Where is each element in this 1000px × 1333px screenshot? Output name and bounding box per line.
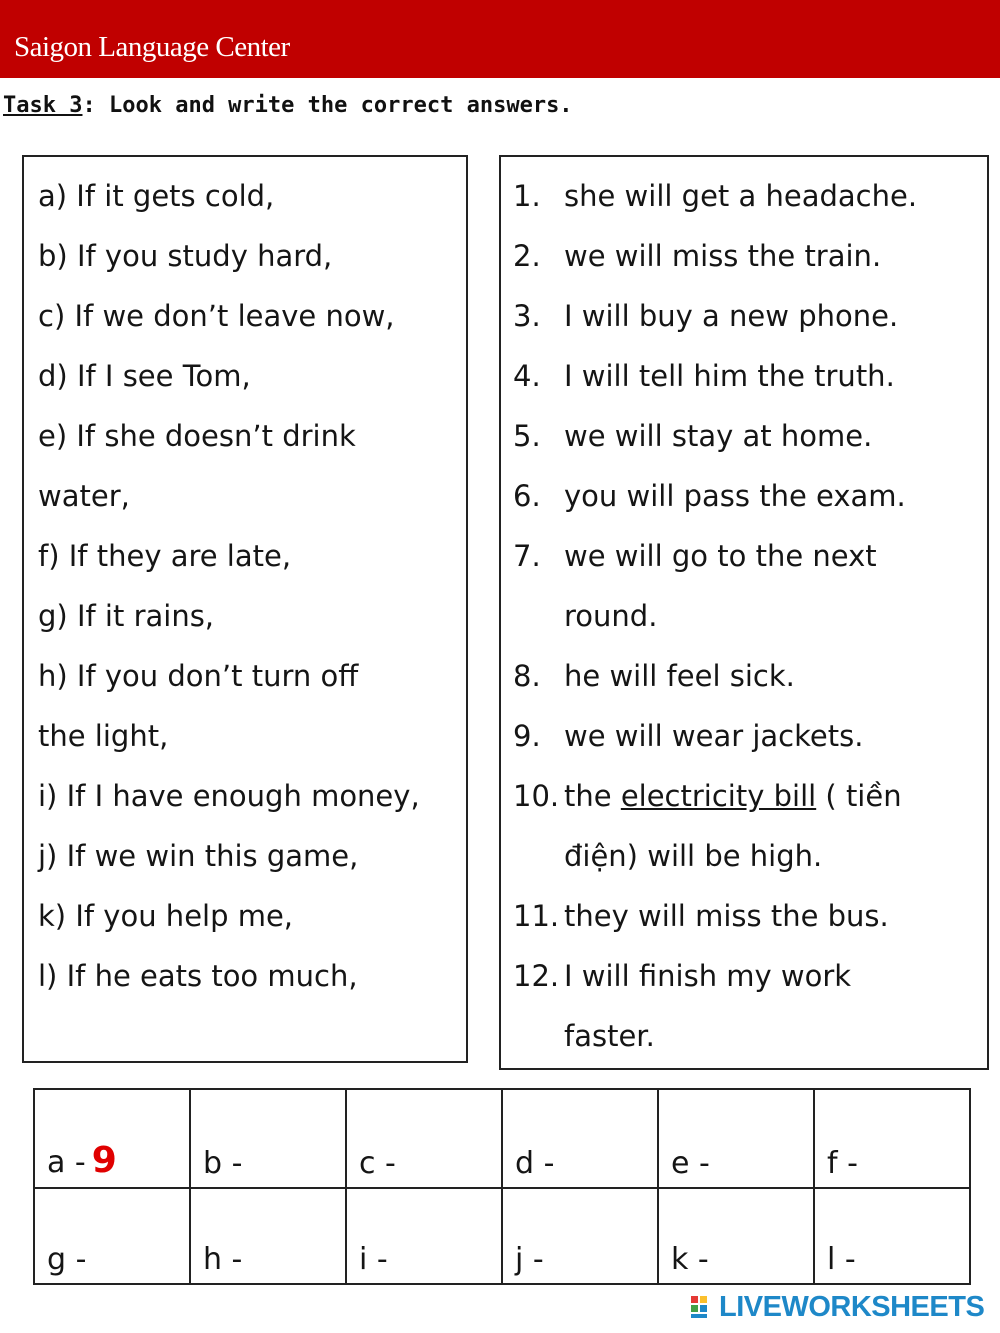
result-number: 2. — [513, 239, 541, 273]
result-text: we will wear jackets. — [564, 719, 864, 753]
answer-label: d - — [515, 1146, 555, 1181]
condition-line: k) If you help me, — [38, 899, 294, 933]
result-text: she will get a headache. — [564, 179, 918, 213]
answer-label: h - — [203, 1242, 243, 1277]
answer-label: c - — [359, 1146, 396, 1181]
answer-cell[interactable] — [346, 1188, 502, 1284]
underlined-term: electricity bill — [620, 779, 817, 813]
answer-label: a - — [47, 1145, 86, 1180]
condition-line: f) If they are late, — [38, 539, 292, 573]
result-text-part: the — [564, 779, 621, 813]
result-number: 12. — [513, 959, 560, 993]
header-title: Saigon Language Center — [14, 31, 290, 63]
result-text: we will stay at home. — [564, 419, 873, 453]
answer-label: i - — [359, 1242, 388, 1277]
answer-cell[interactable] — [190, 1089, 346, 1188]
answer-row — [34, 1089, 970, 1188]
answer-cell[interactable] — [814, 1089, 970, 1188]
answer-cell[interactable] — [190, 1188, 346, 1284]
answer-value[interactable]: 9 — [91, 1140, 117, 1181]
brand-text: LIVEWORKSHEETS — [719, 1290, 985, 1323]
results-box — [499, 155, 989, 1070]
answer-cell[interactable] — [502, 1188, 658, 1284]
task-instruction: : Look and write the correct answers. — [82, 93, 573, 118]
result-text-continued: faster. — [564, 1019, 655, 1053]
answer-label: f - — [827, 1146, 858, 1181]
answer-label: k - — [671, 1242, 709, 1277]
liveworksheets-brand[interactable] — [690, 1290, 984, 1324]
result-number: 7. — [513, 539, 541, 573]
task-title — [3, 93, 573, 118]
result-text — [564, 778, 902, 814]
condition-line: d) If I see Tom, — [38, 359, 251, 393]
result-text: I will buy a new phone. — [564, 299, 899, 333]
result-number: 1. — [513, 179, 541, 213]
condition-line: b) If you study hard, — [38, 239, 333, 273]
condition-line: j) If we win this game, — [38, 839, 359, 873]
answer-cell[interactable] — [658, 1188, 814, 1284]
result-number: 5. — [513, 419, 541, 453]
result-number: 3. — [513, 299, 541, 333]
condition-line: the light, — [38, 719, 169, 753]
result-text: I will tell him the truth. — [564, 359, 895, 393]
answer-cell[interactable] — [34, 1089, 190, 1188]
conditions-box — [22, 155, 468, 1063]
condition-line: a) If it gets cold, — [38, 179, 275, 213]
answer-cell[interactable] — [34, 1188, 190, 1284]
result-text-part: ( tiền — [816, 779, 902, 813]
condition-line: i) If I have enough money, — [38, 779, 420, 813]
condition-line: l) If he eats too much, — [38, 959, 358, 993]
result-number: 9. — [513, 719, 541, 753]
answer-cell[interactable] — [814, 1188, 970, 1284]
condition-line: c) If we don’t leave now, — [38, 299, 395, 333]
result-number: 8. — [513, 659, 541, 693]
result-text: they will miss the bus. — [564, 899, 889, 933]
result-text: we will go to the next — [564, 539, 877, 573]
answer-label: e - — [671, 1146, 710, 1181]
result-number: 6. — [513, 479, 541, 513]
result-text: I will finish my work — [564, 959, 852, 993]
answer-label: g - — [47, 1242, 87, 1277]
answer-cell[interactable] — [346, 1089, 502, 1188]
answer-cell[interactable] — [502, 1089, 658, 1188]
result-number: 11. — [513, 899, 560, 933]
answer-label: j - — [515, 1242, 544, 1277]
answer-label: b - — [203, 1146, 243, 1181]
task-label: Task 3 — [3, 93, 83, 118]
answer-cell[interactable] — [658, 1089, 814, 1188]
condition-line: water, — [38, 479, 130, 513]
condition-line: g) If it rains, — [38, 599, 215, 633]
result-text: we will miss the train. — [564, 239, 882, 273]
result-text: he will feel sick. — [564, 659, 795, 693]
result-text-continued: round. — [564, 599, 658, 633]
liveworksheets-logo-icon — [690, 1294, 716, 1320]
condition-line: e) If she doesn’t drink — [38, 419, 356, 453]
result-text: you will pass the exam. — [564, 479, 906, 513]
header-bar — [0, 0, 1000, 78]
answer-row — [34, 1188, 970, 1284]
result-text-continued: điện) will be high. — [564, 839, 823, 873]
condition-line: h) If you don’t turn off — [38, 659, 359, 693]
result-number: 10. — [513, 779, 560, 813]
result-number: 4. — [513, 359, 541, 393]
answer-table — [33, 1088, 971, 1285]
answer-label: l - — [827, 1242, 856, 1277]
